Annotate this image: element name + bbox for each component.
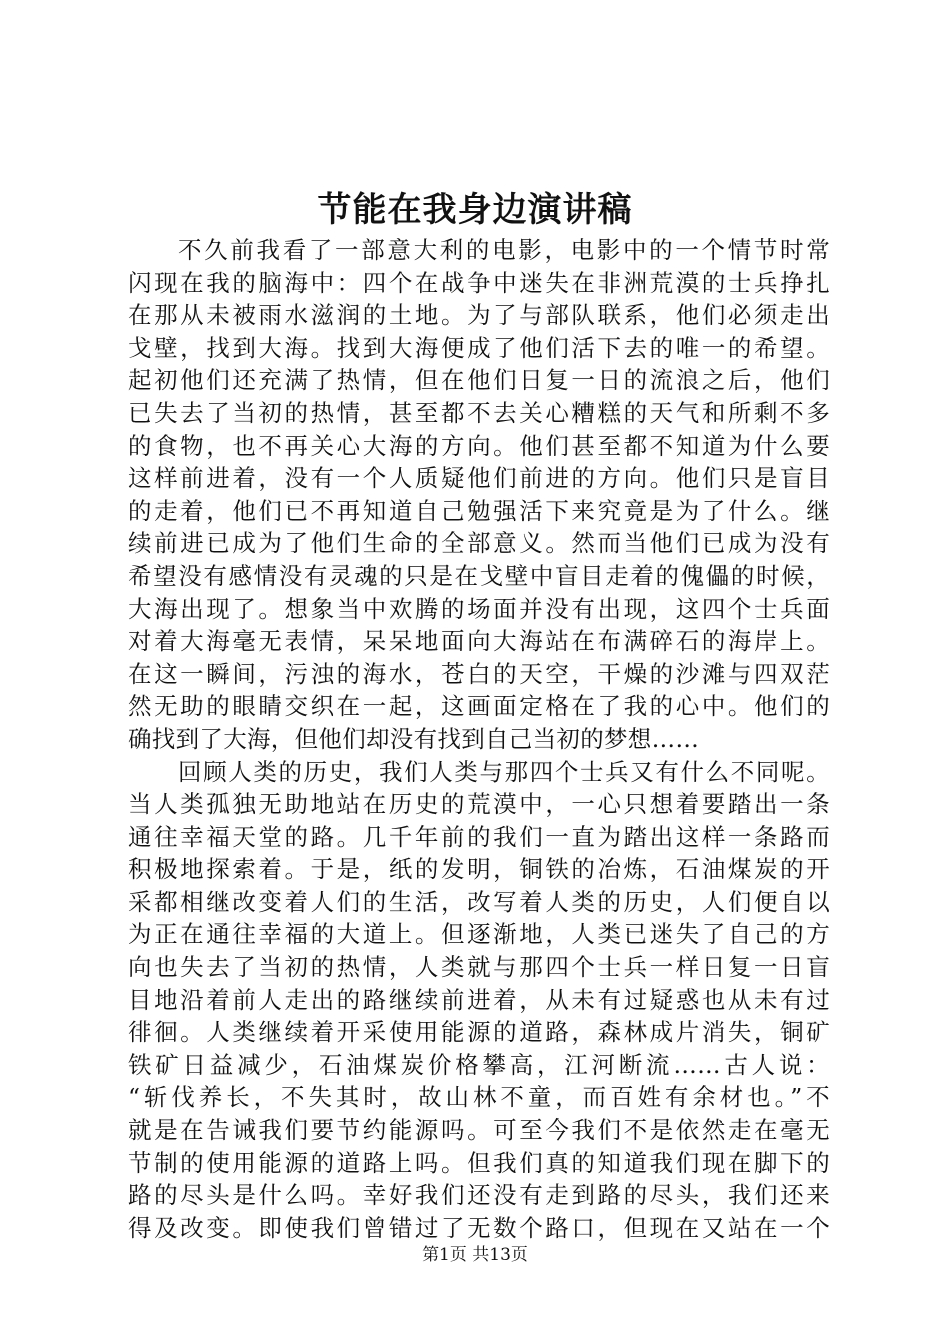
text-line: “斩伐养长，不失其时，故山林不童，而百姓有余材也。”不 — [128, 1083, 830, 1112]
text-line: 得及改变。即使我们曾错过了无数个路口，但现在又站在一个 — [128, 1213, 830, 1242]
text-line: 回顾人类的历史，我们人类与那四个士兵又有什么不同呢。 — [178, 757, 830, 786]
text-line: 戈壁，找到大海。找到大海便成了他们活下去的唯一的希望。 — [128, 333, 830, 362]
paragraph-2 — [128, 756, 830, 1245]
page-number-footer: 第1页 共13页 — [422, 1245, 528, 1265]
text-line: 积极地探索着。于是，纸的发明，铜铁的冶炼，石油煤炭的开 — [128, 855, 830, 884]
text-line: 目地沿着前人走出的路继续前进着，从未有过疑惑也从未有过 — [128, 985, 830, 1014]
text-line: 的食物，也不再关心大海的方向。他们甚至都不知道为什么要 — [128, 431, 830, 460]
text-line: 徘徊。人类继续着开采使用能源的道路，森林成片消失，铜矿 — [128, 1018, 830, 1047]
text-line: 通往幸福天堂的路。几千年前的我们一直为踏出这样一条路而 — [128, 822, 830, 851]
text-line: 已失去了当初的热情，甚至都不去关心糟糕的天气和所剩不多 — [128, 398, 830, 427]
text-line: 续前进已成为了他们生命的全部意义。然而当他们已成为没有 — [128, 529, 830, 558]
text-line: 在这一瞬间，污浊的海水，苍白的天空，干燥的沙滩与四双茫 — [128, 659, 830, 688]
text-line: 不久前我看了一部意大利的电影，电影中的一个情节时常 — [178, 236, 830, 264]
text-line: 然无助的眼睛交织在一起，这画面定格在了我的心中。他们的 — [128, 692, 830, 721]
text-line: 节制的使用能源的道路上吗。但我们真的知道我们现在脚下的 — [128, 1148, 830, 1177]
text-line: 为正在通往幸福的大道上。但逐渐地，人类已迷失了自己的方 — [128, 920, 830, 949]
text-line: 的走着，他们已不再知道自己勉强活下来究竟是为了什么。继 — [128, 496, 830, 525]
text-line: 希望没有感情没有灵魂的只是在戈壁中盲目走着的傀儡的时候， — [128, 561, 830, 590]
text-line: 对着大海毫无表情，呆呆地面向大海站在布满碎石的海岸上。 — [128, 627, 830, 656]
text-line: 路的尽头是什么吗。幸好我们还没有走到路的尽头，我们还来 — [128, 1181, 830, 1210]
text-line: 这样前进着，没有一个人质疑他们前进的方向。他们只是盲目 — [128, 464, 830, 493]
text-line: 闪现在我的脑海中：四个在战争中迷失在非洲荒漠的士兵挣扎 — [128, 268, 830, 297]
text-line: 起初他们还充满了热情，但在他们日复一日的流浪之后，他们 — [128, 366, 830, 395]
paragraph-1 — [128, 234, 830, 756]
text-line: 采都相继改变着人们的生活，改写着人类的历史，人们便自以 — [128, 887, 830, 916]
text-line: 在那从未被雨水滋润的土地。为了与部队联系，他们必须走出 — [128, 301, 830, 330]
text-line: 就是在告诫我们要节约能源吗。可至今我们不是依然走在毫无 — [128, 1116, 830, 1145]
text-line: 向也失去了当初的热情，人类就与那四个士兵一样日复一日盲 — [128, 953, 830, 982]
text-line: 铁矿日益减少，石油煤炭价格攀高，江河断流……古人说： — [128, 1050, 830, 1079]
text-line: 大海出现了。想象当中欢腾的场面并没有出现，这四个士兵面 — [128, 594, 830, 623]
document-body — [128, 234, 830, 1244]
text-line: 当人类孤独无助地站在历史的荒漠中，一心只想着要踏出一条 — [128, 790, 830, 819]
document-title: 节能在我身边演讲稿 — [317, 190, 633, 230]
text-line: 确找到了大海，但他们却没有找到自己当初的梦想…… — [128, 724, 700, 753]
